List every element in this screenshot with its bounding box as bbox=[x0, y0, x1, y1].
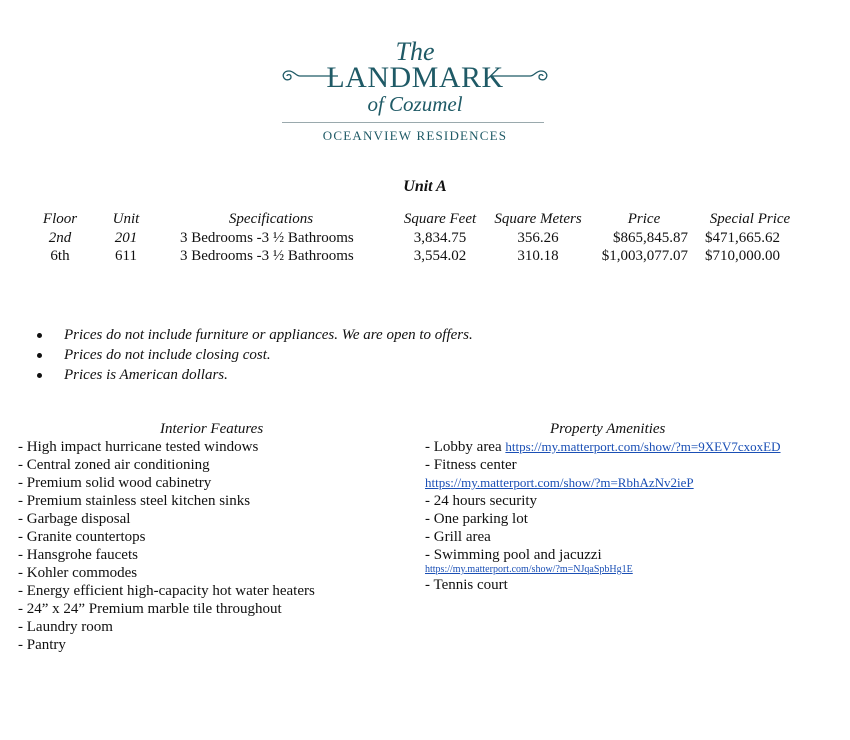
property-amenities-list bbox=[425, 438, 845, 594]
list-item: - Kohler commodes bbox=[18, 565, 138, 581]
list-item: - Hansgrohe faucets bbox=[18, 547, 138, 563]
bullet-icon bbox=[37, 333, 42, 338]
header-price: Price bbox=[627, 211, 661, 227]
note-item bbox=[30, 346, 730, 366]
list-item: - High impact hurricane tested windows bbox=[18, 439, 259, 455]
price-notes bbox=[30, 326, 730, 386]
logo-name: LANDMARK bbox=[326, 61, 504, 94]
row2-unit: 611 bbox=[115, 248, 137, 264]
row2-specifications: 3 Bedrooms -3 ½ Bathrooms bbox=[180, 248, 354, 264]
header-floor: Floor bbox=[42, 211, 78, 227]
list-item: - Pantry bbox=[18, 637, 66, 653]
header-unit: Unit bbox=[112, 211, 140, 227]
logo-tagline: OCEANVIEW RESIDENCES bbox=[322, 128, 508, 143]
amenity-grill: - Grill area bbox=[425, 529, 491, 545]
row1-floor: 2nd bbox=[48, 230, 72, 246]
note-text: Prices is American dollars. bbox=[64, 367, 228, 383]
interior-features-title: Interior Features bbox=[160, 421, 264, 437]
amenity-pool: - Swimming pool and jacuzzi bbox=[425, 547, 602, 563]
logo-divider bbox=[282, 122, 544, 123]
row1-specifications: 3 Bedrooms -3 ½ Bathrooms bbox=[180, 230, 354, 246]
list-item: - Laundry room bbox=[18, 619, 113, 635]
list-item: - 24” x 24” Premium marble tile throughout bbox=[18, 601, 282, 617]
bullet-icon bbox=[37, 353, 42, 358]
interior-features-list bbox=[18, 438, 418, 654]
row2-square-meters: 310.18 bbox=[517, 248, 559, 264]
list-item: - Premium solid wood cabinetry bbox=[18, 475, 212, 491]
amenity-fitness: - Fitness center bbox=[425, 457, 517, 473]
logo-the: The bbox=[395, 37, 435, 66]
landmark-logo bbox=[270, 38, 560, 153]
fitness-tour-link[interactable]: https://my.matterport.com/show/?m=RbhAzNv2ieP bbox=[425, 475, 694, 490]
row1-square-feet: 3,834.75 bbox=[413, 230, 467, 246]
note-text: Prices do not include furniture or appliances. We are open to offers. bbox=[64, 327, 473, 343]
header-square-meters: Square Meters bbox=[494, 211, 582, 227]
amenity-lobby bbox=[425, 438, 845, 456]
header-specifications: Specifications bbox=[228, 211, 314, 227]
unit-title: Unit A bbox=[403, 178, 447, 195]
right-swirl-icon bbox=[490, 68, 552, 84]
header-special-price: Special Price bbox=[709, 211, 791, 227]
row1-price: $865,845.87 bbox=[613, 230, 688, 246]
row2-floor: 6th bbox=[50, 248, 70, 264]
row1-unit: 201 bbox=[114, 230, 138, 246]
bullet-icon bbox=[37, 373, 42, 378]
property-amenities-title: Property Amenities bbox=[550, 421, 666, 437]
list-item: - Garbage disposal bbox=[18, 511, 131, 527]
row1-square-meters: 356.26 bbox=[517, 230, 559, 246]
amenity-tennis: - Tennis court bbox=[425, 577, 508, 593]
note-item bbox=[30, 326, 730, 346]
pool-tour-link[interactable]: https://my.matterport.com/show/?m=NJqaSpbHg1E bbox=[425, 564, 633, 575]
list-item: - Central zoned air conditioning bbox=[18, 457, 210, 473]
list-item: - Granite countertops bbox=[18, 529, 146, 545]
amenity-security: - 24 hours security bbox=[425, 493, 538, 509]
row2-price: $1,003,077.07 bbox=[601, 248, 688, 264]
lobby-tour-link[interactable]: https://my.matterport.com/show/?m=9XEV7cxoxED bbox=[505, 439, 781, 454]
note-item bbox=[30, 366, 730, 386]
note-text: Prices do not include closing cost. bbox=[64, 347, 271, 363]
row1-special-price: $471,665.62 bbox=[705, 230, 780, 246]
list-item: - Premium stainless steel kitchen sinks bbox=[18, 493, 251, 509]
list-item: - Energy efficient high-capacity hot water heaters bbox=[18, 583, 315, 599]
row2-square-feet: 3,554.02 bbox=[413, 248, 467, 264]
amenity-label: - Lobby area bbox=[425, 439, 502, 455]
logo-of-cozumel: of Cozumel bbox=[367, 92, 463, 116]
header-square-feet: Square Feet bbox=[403, 211, 477, 227]
row2-special-price: $710,000.00 bbox=[705, 248, 780, 264]
amenity-parking: - One parking lot bbox=[425, 511, 528, 527]
